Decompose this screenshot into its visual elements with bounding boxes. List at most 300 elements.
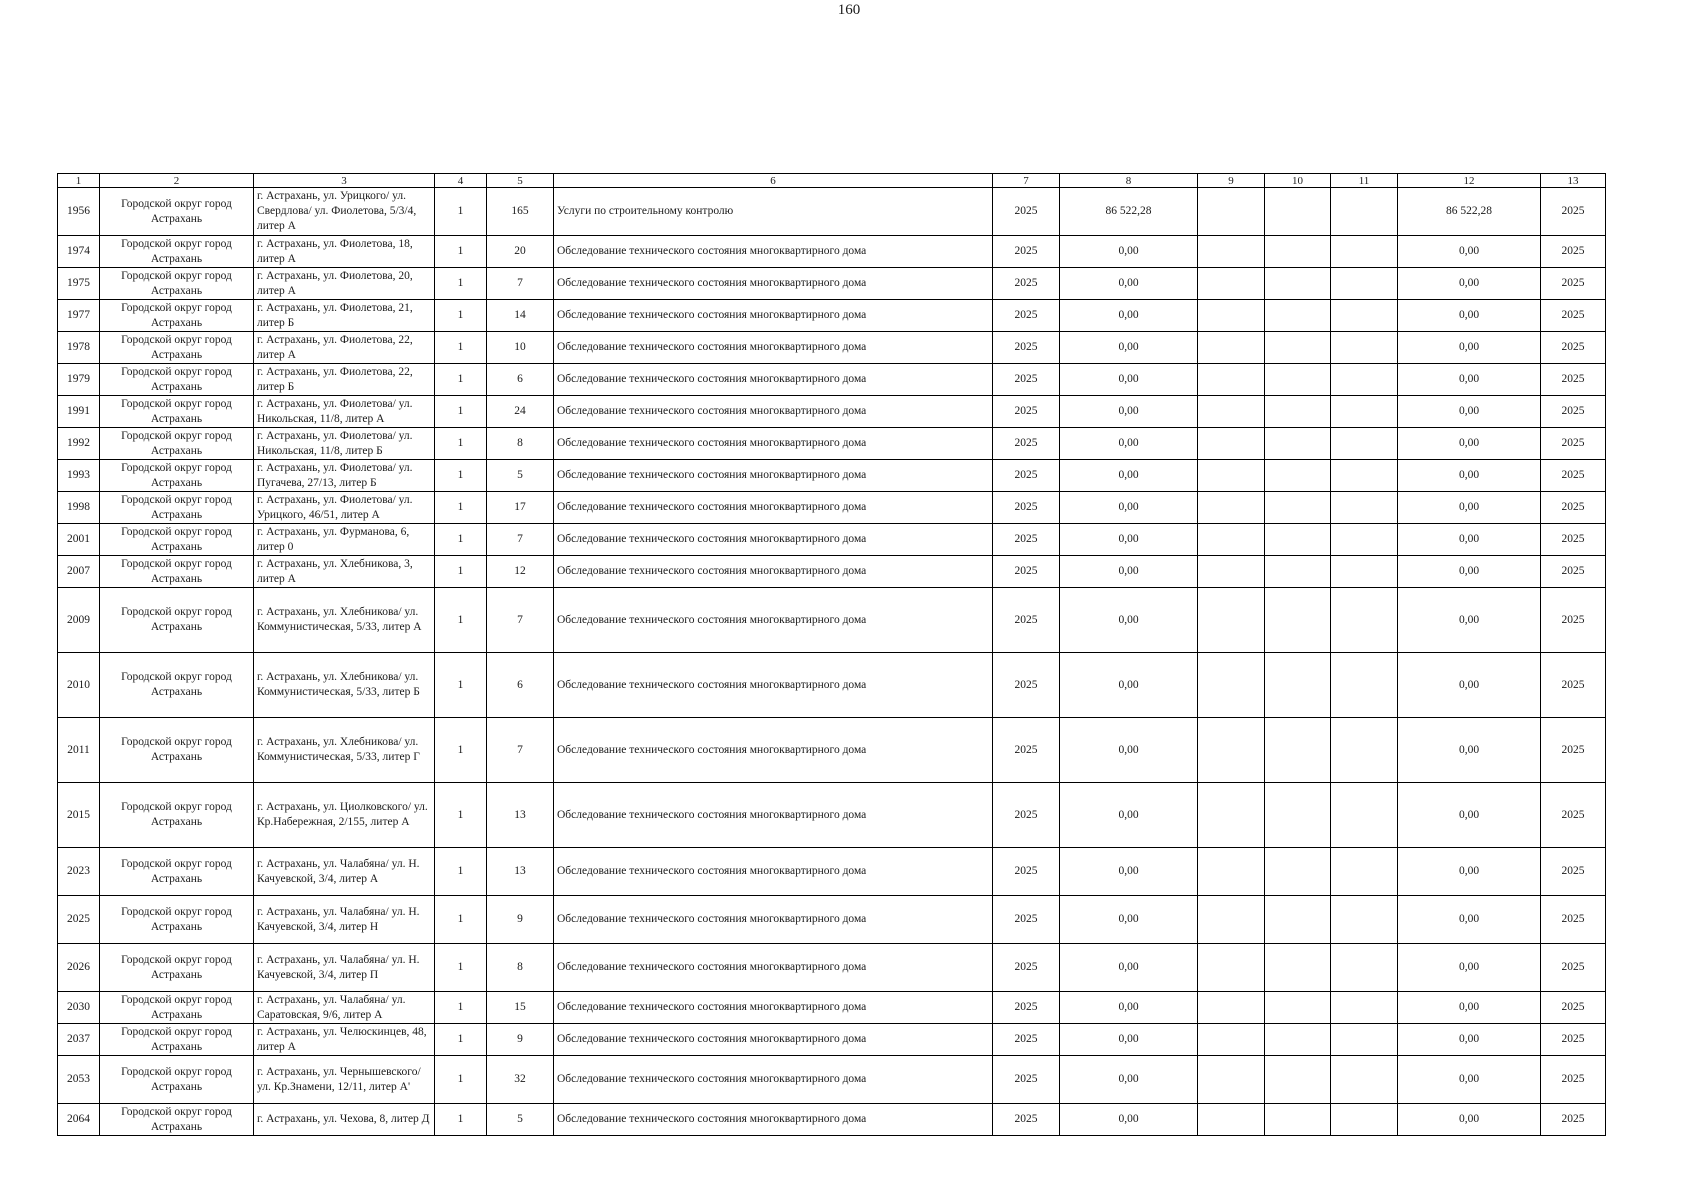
cell-10-cell xyxy=(1265,1024,1331,1056)
column-header-4: 4 xyxy=(435,174,487,188)
address-cell: г. Астрахань, ул. Фиолетова/ ул. Никольская, 11/8, литер А xyxy=(254,396,435,428)
address-cell: г. Астрахань, ул. Чернышевского/ ул. Кр.Знамени, 12/11, литер А' xyxy=(254,1056,435,1104)
table-row xyxy=(58,992,1606,1024)
cell-10-cell xyxy=(1265,653,1331,718)
row-number-cell: 2064 xyxy=(58,1104,100,1136)
cell-11-cell xyxy=(1331,718,1398,783)
cell-10-cell xyxy=(1265,524,1331,556)
completion-year-cell: 2025 xyxy=(1541,556,1606,588)
row-number-cell: 2010 xyxy=(58,653,100,718)
row-number-cell: 2015 xyxy=(58,783,100,848)
cell-9-cell xyxy=(1198,896,1265,944)
service-cell: Обследование технического состояния многоквартирного дома xyxy=(554,1056,993,1104)
cell-4-cell: 1 xyxy=(435,848,487,896)
service-cell: Обследование технического состояния многоквартирного дома xyxy=(554,588,993,653)
cell-4-cell: 1 xyxy=(435,332,487,364)
column-header-13: 13 xyxy=(1541,174,1606,188)
cell-10-cell xyxy=(1265,783,1331,848)
municipality-cell: Городской округ город Астрахань xyxy=(100,992,254,1024)
address-cell: г. Астрахань, ул. Чехова, 8, литер Д xyxy=(254,1104,435,1136)
year-cell: 2025 xyxy=(993,556,1060,588)
row-number-cell: 1977 xyxy=(58,300,100,332)
service-cell: Обследование технического состояния многоквартирного дома xyxy=(554,492,993,524)
registry-body xyxy=(58,174,1606,1136)
completion-year-cell: 2025 xyxy=(1541,848,1606,896)
year-cell: 2025 xyxy=(993,396,1060,428)
cell-4-cell: 1 xyxy=(435,188,487,236)
cell-4-cell: 1 xyxy=(435,944,487,992)
table-row xyxy=(58,588,1606,653)
cell-5-cell: 7 xyxy=(487,524,554,556)
service-cell: Обследование технического состояния многоквартирного дома xyxy=(554,944,993,992)
municipality-cell: Городской округ город Астрахань xyxy=(100,653,254,718)
cell-11-cell xyxy=(1331,364,1398,396)
total-cost-cell: 0,00 xyxy=(1398,992,1541,1024)
year-cell: 2025 xyxy=(993,492,1060,524)
cell-4-cell: 1 xyxy=(435,588,487,653)
cell-10-cell xyxy=(1265,556,1331,588)
cell-4-cell: 1 xyxy=(435,556,487,588)
cell-5-cell: 10 xyxy=(487,332,554,364)
cost-cell: 0,00 xyxy=(1060,492,1198,524)
row-number-cell: 2026 xyxy=(58,944,100,992)
cost-cell: 0,00 xyxy=(1060,1056,1198,1104)
municipality-cell: Городской округ город Астрахань xyxy=(100,428,254,460)
row-number-cell: 1993 xyxy=(58,460,100,492)
cell-9-cell xyxy=(1198,460,1265,492)
municipality-cell: Городской округ город Астрахань xyxy=(100,848,254,896)
cost-cell: 0,00 xyxy=(1060,588,1198,653)
cost-cell: 0,00 xyxy=(1060,428,1198,460)
address-cell: г. Астрахань, ул. Чалабяна/ ул. Саратовская, 9/6, литер А xyxy=(254,992,435,1024)
cell-4-cell: 1 xyxy=(435,992,487,1024)
cost-cell: 0,00 xyxy=(1060,1024,1198,1056)
cost-cell: 0,00 xyxy=(1060,1104,1198,1136)
year-cell: 2025 xyxy=(993,653,1060,718)
cell-4-cell: 1 xyxy=(435,300,487,332)
cell-4-cell: 1 xyxy=(435,364,487,396)
year-cell: 2025 xyxy=(993,1056,1060,1104)
cell-4-cell: 1 xyxy=(435,653,487,718)
cell-5-cell: 6 xyxy=(487,364,554,396)
municipality-cell: Городской округ город Астрахань xyxy=(100,718,254,783)
municipality-cell: Городской округ город Астрахань xyxy=(100,1024,254,1056)
row-number-cell: 2011 xyxy=(58,718,100,783)
cost-cell: 0,00 xyxy=(1060,460,1198,492)
address-cell: г. Астрахань, ул. Фиолетова, 18, литер А xyxy=(254,236,435,268)
year-cell: 2025 xyxy=(993,718,1060,783)
column-header-5: 5 xyxy=(487,174,554,188)
cell-11-cell xyxy=(1331,300,1398,332)
year-cell: 2025 xyxy=(993,268,1060,300)
page-number: 160 xyxy=(837,2,861,18)
year-cell: 2025 xyxy=(993,783,1060,848)
row-number-cell: 1991 xyxy=(58,396,100,428)
total-cost-cell: 0,00 xyxy=(1398,653,1541,718)
row-number-cell: 1998 xyxy=(58,492,100,524)
municipality-cell: Городской округ город Астрахань xyxy=(100,364,254,396)
cell-4-cell: 1 xyxy=(435,460,487,492)
cell-10-cell xyxy=(1265,332,1331,364)
total-cost-cell: 0,00 xyxy=(1398,524,1541,556)
service-cell: Обследование технического состояния многоквартирного дома xyxy=(554,396,993,428)
cell-11-cell xyxy=(1331,188,1398,236)
table-row xyxy=(58,300,1606,332)
cell-4-cell: 1 xyxy=(435,896,487,944)
table-row xyxy=(58,1104,1606,1136)
cell-9-cell xyxy=(1198,848,1265,896)
table-row xyxy=(58,332,1606,364)
year-cell: 2025 xyxy=(993,364,1060,396)
total-cost-cell: 0,00 xyxy=(1398,492,1541,524)
total-cost-cell: 0,00 xyxy=(1398,944,1541,992)
column-header-1: 1 xyxy=(58,174,100,188)
cell-9-cell xyxy=(1198,268,1265,300)
municipality-cell: Городской округ город Астрахань xyxy=(100,236,254,268)
cell-11-cell xyxy=(1331,460,1398,492)
cell-9-cell xyxy=(1198,236,1265,268)
table-row xyxy=(58,428,1606,460)
column-header-2: 2 xyxy=(100,174,254,188)
table-row xyxy=(58,268,1606,300)
municipality-cell: Городской округ город Астрахань xyxy=(100,1056,254,1104)
completion-year-cell: 2025 xyxy=(1541,1024,1606,1056)
service-cell: Обследование технического состояния многоквартирного дома xyxy=(554,428,993,460)
table-row xyxy=(58,492,1606,524)
completion-year-cell: 2025 xyxy=(1541,896,1606,944)
table-row xyxy=(58,556,1606,588)
cell-10-cell xyxy=(1265,944,1331,992)
service-cell: Обследование технического состояния многоквартирного дома xyxy=(554,556,993,588)
cell-9-cell xyxy=(1198,300,1265,332)
total-cost-cell: 0,00 xyxy=(1398,300,1541,332)
cost-cell: 0,00 xyxy=(1060,268,1198,300)
total-cost-cell: 0,00 xyxy=(1398,396,1541,428)
total-cost-cell: 0,00 xyxy=(1398,1024,1541,1056)
cell-9-cell xyxy=(1198,524,1265,556)
cell-5-cell: 13 xyxy=(487,848,554,896)
row-number-cell: 1979 xyxy=(58,364,100,396)
municipality-cell: Городской округ город Астрахань xyxy=(100,492,254,524)
cell-9-cell xyxy=(1198,396,1265,428)
row-number-cell: 1956 xyxy=(58,188,100,236)
cell-10-cell xyxy=(1265,1104,1331,1136)
year-cell: 2025 xyxy=(993,992,1060,1024)
cell-5-cell: 9 xyxy=(487,896,554,944)
total-cost-cell: 0,00 xyxy=(1398,556,1541,588)
cell-10-cell xyxy=(1265,848,1331,896)
row-number-cell: 2009 xyxy=(58,588,100,653)
cell-11-cell xyxy=(1331,332,1398,364)
cost-cell: 0,00 xyxy=(1060,364,1198,396)
cell-4-cell: 1 xyxy=(435,1024,487,1056)
total-cost-cell: 0,00 xyxy=(1398,236,1541,268)
cell-5-cell: 15 xyxy=(487,992,554,1024)
municipality-cell: Городской округ город Астрахань xyxy=(100,460,254,492)
completion-year-cell: 2025 xyxy=(1541,783,1606,848)
row-number-cell: 2030 xyxy=(58,992,100,1024)
address-cell: г. Астрахань, ул. Фиолетова/ ул. Никольская, 11/8, литер Б xyxy=(254,428,435,460)
municipality-cell: Городской округ город Астрахань xyxy=(100,268,254,300)
cell-4-cell: 1 xyxy=(435,492,487,524)
cell-5-cell: 32 xyxy=(487,1056,554,1104)
address-cell: г. Астрахань, ул. Фиолетова/ ул. Пугачева, 27/13, литер Б xyxy=(254,460,435,492)
completion-year-cell: 2025 xyxy=(1541,718,1606,783)
column-header-7: 7 xyxy=(993,174,1060,188)
address-cell: г. Астрахань, ул. Чалабяна/ ул. Н. Качуевской, 3/4, литер А xyxy=(254,848,435,896)
cell-4-cell: 1 xyxy=(435,268,487,300)
completion-year-cell: 2025 xyxy=(1541,236,1606,268)
municipality-cell: Городской округ город Астрахань xyxy=(100,896,254,944)
completion-year-cell: 2025 xyxy=(1541,188,1606,236)
total-cost-cell: 0,00 xyxy=(1398,588,1541,653)
cell-9-cell xyxy=(1198,332,1265,364)
cell-10-cell xyxy=(1265,188,1331,236)
year-cell: 2025 xyxy=(993,896,1060,944)
table-row xyxy=(58,524,1606,556)
cost-cell: 0,00 xyxy=(1060,848,1198,896)
year-cell: 2025 xyxy=(993,236,1060,268)
total-cost-cell: 0,00 xyxy=(1398,268,1541,300)
cell-11-cell xyxy=(1331,428,1398,460)
cell-9-cell xyxy=(1198,1104,1265,1136)
completion-year-cell: 2025 xyxy=(1541,268,1606,300)
cell-5-cell: 20 xyxy=(487,236,554,268)
address-cell: г. Астрахань, ул. Циолковского/ ул. Кр.Набережная, 2/155, литер А xyxy=(254,783,435,848)
service-cell: Обследование технического состояния многоквартирного дома xyxy=(554,783,993,848)
cell-10-cell xyxy=(1265,896,1331,944)
cell-9-cell xyxy=(1198,653,1265,718)
service-cell: Обследование технического состояния многоквартирного дома xyxy=(554,268,993,300)
completion-year-cell: 2025 xyxy=(1541,460,1606,492)
cell-9-cell xyxy=(1198,1024,1265,1056)
cell-11-cell xyxy=(1331,896,1398,944)
cost-cell: 0,00 xyxy=(1060,718,1198,783)
municipality-cell: Городской округ город Астрахань xyxy=(100,944,254,992)
row-number-cell: 2053 xyxy=(58,1056,100,1104)
cost-cell: 86 522,28 xyxy=(1060,188,1198,236)
municipality-cell: Городской округ город Астрахань xyxy=(100,300,254,332)
service-cell: Обследование технического состояния многоквартирного дома xyxy=(554,364,993,396)
cell-11-cell xyxy=(1331,848,1398,896)
cell-10-cell xyxy=(1265,364,1331,396)
completion-year-cell: 2025 xyxy=(1541,492,1606,524)
table-row xyxy=(58,188,1606,236)
cell-9-cell xyxy=(1198,588,1265,653)
table-row xyxy=(58,896,1606,944)
table-row xyxy=(58,783,1606,848)
cell-9-cell xyxy=(1198,492,1265,524)
row-number-cell: 1978 xyxy=(58,332,100,364)
cell-4-cell: 1 xyxy=(435,1104,487,1136)
cell-10-cell xyxy=(1265,588,1331,653)
cell-11-cell xyxy=(1331,236,1398,268)
address-cell: г. Астрахань, ул. Чалабяна/ ул. Н. Качуевской, 3/4, литер П xyxy=(254,944,435,992)
cell-10-cell xyxy=(1265,1056,1331,1104)
cell-10-cell xyxy=(1265,428,1331,460)
column-header-6: 6 xyxy=(554,174,993,188)
table-row xyxy=(58,653,1606,718)
cell-11-cell xyxy=(1331,992,1398,1024)
address-cell: г. Астрахань, ул. Хлебникова/ ул. Коммунистическая, 5/33, литер Б xyxy=(254,653,435,718)
total-cost-cell: 0,00 xyxy=(1398,428,1541,460)
table-row xyxy=(58,364,1606,396)
cell-10-cell xyxy=(1265,300,1331,332)
address-cell: г. Астрахань, ул. Хлебникова, 3, литер А xyxy=(254,556,435,588)
address-cell: г. Астрахань, ул. Чалабяна/ ул. Н. Качуевской, 3/4, литер Н xyxy=(254,896,435,944)
column-header-3: 3 xyxy=(254,174,435,188)
cell-9-cell xyxy=(1198,556,1265,588)
municipality-cell: Городской округ город Астрахань xyxy=(100,396,254,428)
municipality-cell: Городской округ город Астрахань xyxy=(100,556,254,588)
cell-11-cell xyxy=(1331,396,1398,428)
row-number-cell: 1975 xyxy=(58,268,100,300)
completion-year-cell: 2025 xyxy=(1541,588,1606,653)
cell-11-cell xyxy=(1331,492,1398,524)
total-cost-cell: 0,00 xyxy=(1398,1056,1541,1104)
completion-year-cell: 2025 xyxy=(1541,1104,1606,1136)
total-cost-cell: 0,00 xyxy=(1398,332,1541,364)
cell-5-cell: 7 xyxy=(487,588,554,653)
cell-10-cell xyxy=(1265,460,1331,492)
cost-cell: 0,00 xyxy=(1060,783,1198,848)
year-cell: 2025 xyxy=(993,524,1060,556)
completion-year-cell: 2025 xyxy=(1541,364,1606,396)
table-row xyxy=(58,396,1606,428)
address-cell: г. Астрахань, ул. Фиолетова, 22, литер А xyxy=(254,332,435,364)
completion-year-cell: 2025 xyxy=(1541,1056,1606,1104)
service-cell: Обследование технического состояния многоквартирного дома xyxy=(554,848,993,896)
service-cell: Обследование технического состояния многоквартирного дома xyxy=(554,1104,993,1136)
cell-9-cell xyxy=(1198,428,1265,460)
service-cell: Обследование технического состояния многоквартирного дома xyxy=(554,896,993,944)
cell-5-cell: 7 xyxy=(487,718,554,783)
service-cell: Услуги по строительному контролю xyxy=(554,188,993,236)
row-number-cell: 2037 xyxy=(58,1024,100,1056)
cost-cell: 0,00 xyxy=(1060,556,1198,588)
cell-9-cell xyxy=(1198,944,1265,992)
address-cell: г. Астрахань, ул. Фиолетова, 21, литер Б xyxy=(254,300,435,332)
column-header-12: 12 xyxy=(1398,174,1541,188)
cost-cell: 0,00 xyxy=(1060,524,1198,556)
address-cell: г. Астрахань, ул. Фиолетова/ ул. Урицкого, 46/51, литер А xyxy=(254,492,435,524)
row-number-cell: 1992 xyxy=(58,428,100,460)
municipality-cell: Городской округ город Астрахань xyxy=(100,524,254,556)
total-cost-cell: 0,00 xyxy=(1398,1104,1541,1136)
cell-5-cell: 165 xyxy=(487,188,554,236)
cell-5-cell: 14 xyxy=(487,300,554,332)
cell-5-cell: 7 xyxy=(487,268,554,300)
table-row xyxy=(58,718,1606,783)
cell-5-cell: 24 xyxy=(487,396,554,428)
year-cell: 2025 xyxy=(993,588,1060,653)
cell-9-cell xyxy=(1198,364,1265,396)
cell-4-cell: 1 xyxy=(435,396,487,428)
completion-year-cell: 2025 xyxy=(1541,428,1606,460)
table-row xyxy=(58,848,1606,896)
row-number-cell: 2025 xyxy=(58,896,100,944)
year-cell: 2025 xyxy=(993,460,1060,492)
municipality-cell: Городской округ город Астрахань xyxy=(100,332,254,364)
year-cell: 2025 xyxy=(993,332,1060,364)
cell-11-cell xyxy=(1331,1056,1398,1104)
column-header-11: 11 xyxy=(1331,174,1398,188)
cell-5-cell: 5 xyxy=(487,460,554,492)
year-cell: 2025 xyxy=(993,944,1060,992)
completion-year-cell: 2025 xyxy=(1541,992,1606,1024)
cell-11-cell xyxy=(1331,783,1398,848)
completion-year-cell: 2025 xyxy=(1541,653,1606,718)
cell-10-cell xyxy=(1265,268,1331,300)
cell-4-cell: 1 xyxy=(435,236,487,268)
cell-11-cell xyxy=(1331,1024,1398,1056)
cell-11-cell xyxy=(1331,524,1398,556)
cost-cell: 0,00 xyxy=(1060,896,1198,944)
service-cell: Обследование технического состояния многоквартирного дома xyxy=(554,992,993,1024)
service-cell: Обследование технического состояния многоквартирного дома xyxy=(554,332,993,364)
table-row xyxy=(58,1056,1606,1104)
address-cell: г. Астрахань, ул. Урицкого/ ул. Свердлова/ ул. Фиолетова, 5/3/4, литер А xyxy=(254,188,435,236)
table-row xyxy=(58,236,1606,268)
cell-5-cell: 5 xyxy=(487,1104,554,1136)
table-row xyxy=(58,944,1606,992)
cell-11-cell xyxy=(1331,653,1398,718)
cell-11-cell xyxy=(1331,556,1398,588)
cost-cell: 0,00 xyxy=(1060,944,1198,992)
year-cell: 2025 xyxy=(993,848,1060,896)
year-cell: 2025 xyxy=(993,428,1060,460)
address-cell: г. Астрахань, ул. Хлебникова/ ул. Коммунистическая, 5/33, литер А xyxy=(254,588,435,653)
cell-5-cell: 12 xyxy=(487,556,554,588)
row-number-cell: 2023 xyxy=(58,848,100,896)
cell-4-cell: 1 xyxy=(435,428,487,460)
completion-year-cell: 2025 xyxy=(1541,944,1606,992)
cost-cell: 0,00 xyxy=(1060,332,1198,364)
total-cost-cell: 86 522,28 xyxy=(1398,188,1541,236)
cell-9-cell xyxy=(1198,188,1265,236)
cell-5-cell: 8 xyxy=(487,944,554,992)
cell-5-cell: 6 xyxy=(487,653,554,718)
service-cell: Обследование технического состояния многоквартирного дома xyxy=(554,718,993,783)
column-header-9: 9 xyxy=(1198,174,1265,188)
cell-9-cell xyxy=(1198,1056,1265,1104)
cost-cell: 0,00 xyxy=(1060,300,1198,332)
cell-4-cell: 1 xyxy=(435,718,487,783)
cell-10-cell xyxy=(1265,236,1331,268)
cell-10-cell xyxy=(1265,396,1331,428)
cost-cell: 0,00 xyxy=(1060,653,1198,718)
row-number-cell: 1974 xyxy=(58,236,100,268)
total-cost-cell: 0,00 xyxy=(1398,783,1541,848)
total-cost-cell: 0,00 xyxy=(1398,848,1541,896)
cell-5-cell: 8 xyxy=(487,428,554,460)
address-cell: г. Астрахань, ул. Хлебникова/ ул. Коммунистическая, 5/33, литер Г xyxy=(254,718,435,783)
completion-year-cell: 2025 xyxy=(1541,396,1606,428)
table-header-row xyxy=(58,174,1606,188)
address-cell: г. Астрахань, ул. Фиолетова, 22, литер Б xyxy=(254,364,435,396)
cell-9-cell xyxy=(1198,783,1265,848)
service-cell: Обследование технического состояния многоквартирного дома xyxy=(554,236,993,268)
municipality-cell: Городской округ город Астрахань xyxy=(100,588,254,653)
row-number-cell: 2007 xyxy=(58,556,100,588)
completion-year-cell: 2025 xyxy=(1541,300,1606,332)
cell-10-cell xyxy=(1265,718,1331,783)
cost-cell: 0,00 xyxy=(1060,396,1198,428)
cell-11-cell xyxy=(1331,944,1398,992)
row-number-cell: 2001 xyxy=(58,524,100,556)
cell-5-cell: 9 xyxy=(487,1024,554,1056)
cell-11-cell xyxy=(1331,1104,1398,1136)
